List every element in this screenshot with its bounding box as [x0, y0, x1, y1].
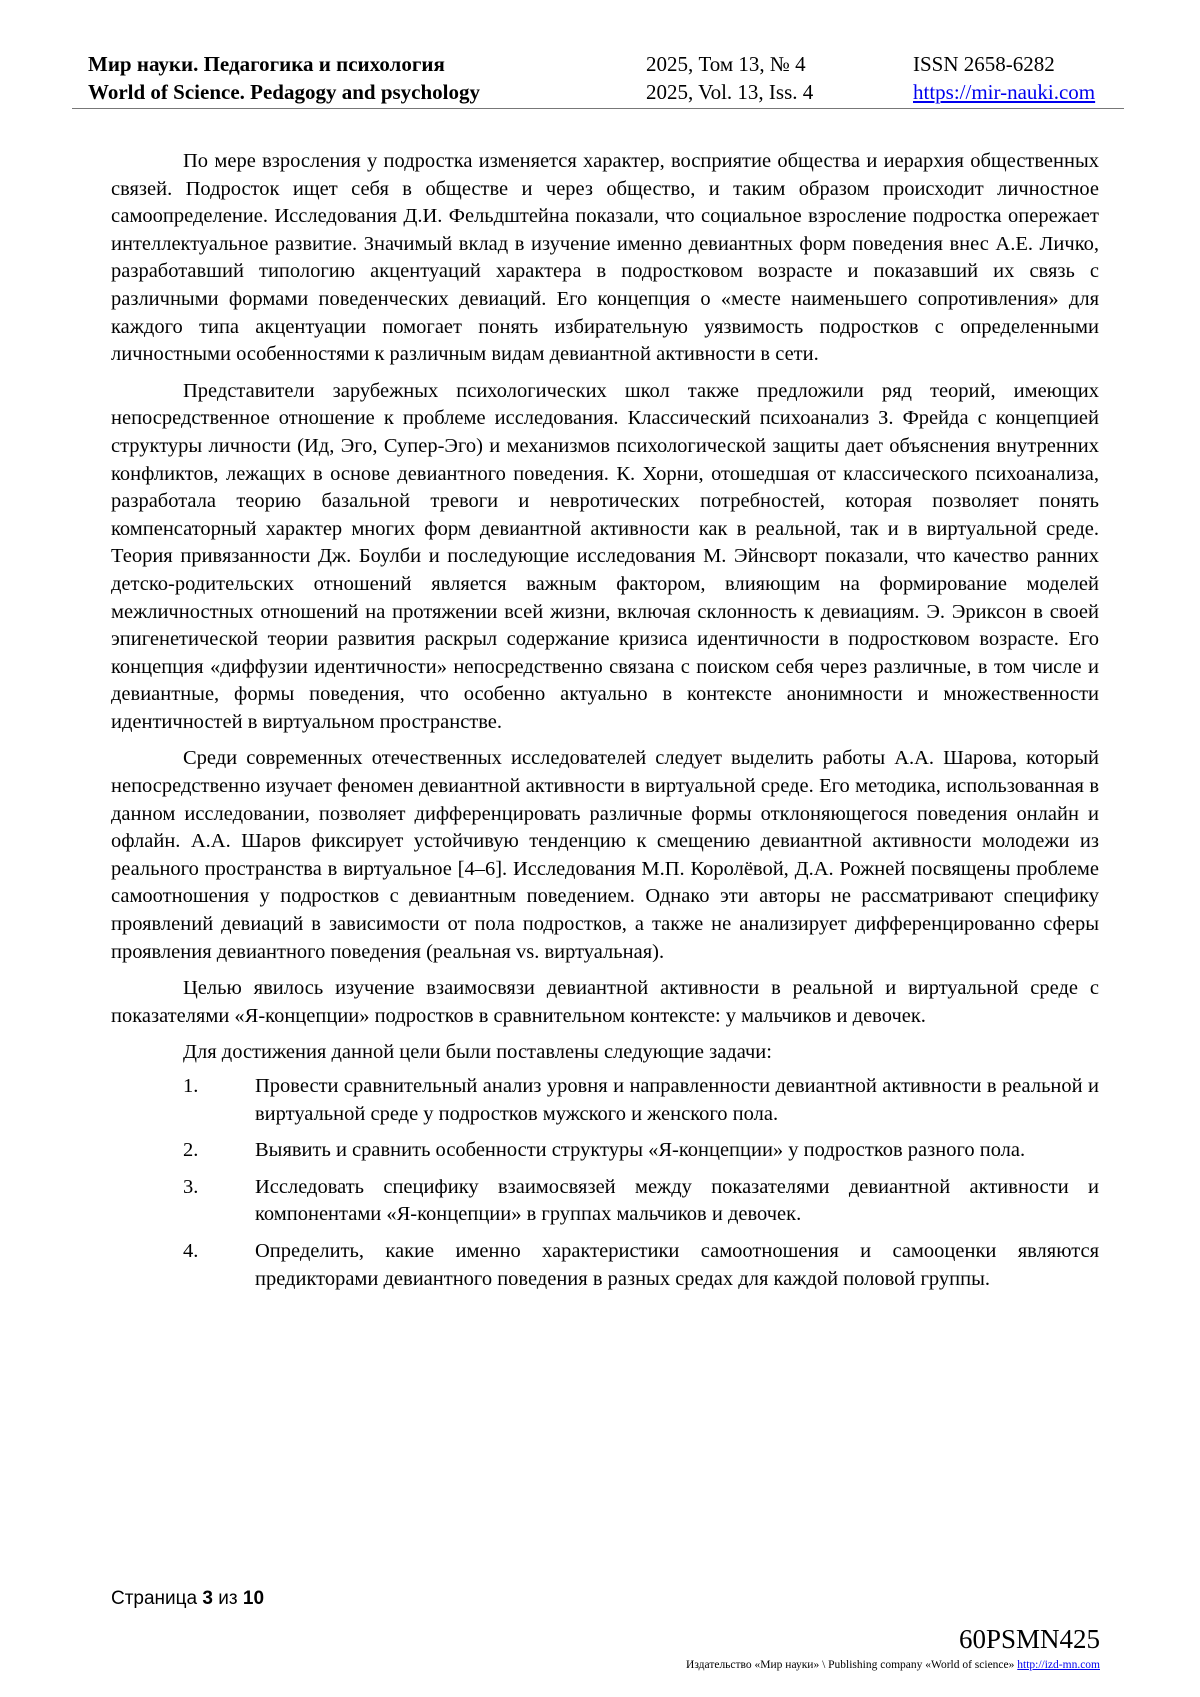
page-current: 3	[202, 1588, 213, 1609]
list-item-text: Провести сравнительный анализ уровня и направленности девиантной активности в реальной и виртуальной среде у подростков мужского и женского пола.	[255, 1075, 1099, 1125]
page-word: Страница	[111, 1588, 198, 1609]
list-item-text: Определить, какие именно характеристики самоотношения и самооценки являются предикторами девиантного поведения в разных средах для каждой половой группы.	[255, 1239, 1099, 1290]
paragraph: Среди современных отечественных исследователей следует выделить работы А.А. Шарова, который непосредственно изучает феномен девиантной активности в виртуальной среде. Его методика, использованная в данном исследовании, позволяет дифференцировать различные формы отклоняющегося поведения онлайн и офлайн. А.А. Шаров фиксирует устойчивую тенденцию к смещению девиантной активности молодежи из реального пространства в виртуальное [4–6]. Исследования М.П. Королёвой, Д.А. Рожней посвящены проблеме самоотношения у подростков с девиантным поведением. Однако эти авторы не рассматривают специфику проявлений девиаций в зависимости от пола подростков, а также не анализирует дифференцированно сферы проявления девиантного поведения (реальная vs. виртуальная).	[111, 747, 1099, 963]
publisher-text: Издательство «Мир науки» \ Publishing company «World of science»	[686, 1659, 1015, 1671]
issue-info	[646, 50, 813, 106]
issue-ru: 2025, Том 13, № 4	[646, 52, 806, 76]
list-item-text: Выявить и сравнить особенности структуры «Я-концепции» у подростков разного пола.	[255, 1139, 1026, 1162]
list-item-number: 3.	[183, 1175, 199, 1198]
tasks-intro: Для достижения данной цели были поставлены следующие задачи:	[183, 1041, 772, 1064]
issn-block	[913, 50, 1095, 106]
publisher-line	[686, 1659, 1100, 1671]
list-item	[111, 1238, 1099, 1293]
page-of: из	[218, 1588, 238, 1609]
page-number	[111, 1588, 264, 1610]
article-code: 60PSMN425	[958, 1624, 1100, 1654]
list-item-text: Исследовать специфику взаимосвязей между показателями девиантной активности и компонентами «Я-концепции» в группах мальчиков и девочек.	[255, 1175, 1099, 1226]
page-header	[72, 50, 1124, 109]
tasks-list	[111, 1073, 1099, 1293]
paragraph: Представители зарубежных психологических школ также предложили ряд теорий, имеющих непосредственное отношение к проблеме исследования. Классический психоанализ З. Фрейда с концепцией структуры личности (Ид, Эго, Супер-Эго) и механизмов психологической защиты дает объяснения внутренних конфликтов, лежащих в основе девиантного поведения. К. Хорни, отошедшая от классического психоанализа, разработала теорию базальной тревоги и невротических потребностей, которая позволяет понять компенсаторный характер многих форм девиантной активности как в реальной, так и в виртуальной среде. Теория привязанности Дж. Боулби и последующие исследования М. Эйнсворт показали, что качество ранних детско-родительских отношений является важным фактором, влияющим на формирование моделей межличностных отношений на протяжении всей жизни, включая склонность к девиациям. Э. Эриксон в своей эпигенетической теории развития раскрыл содержание кризиса идентичности в подростковом возрасте. Его концепция «диффузии идентичности» непосредственно связана с поиском себя через различные, в том числе и девиантные, формы поведения, что особенно актуально в контексте анонимности и множественности идентичностей в виртуальном пространстве.	[111, 379, 1099, 733]
journal-title-ru: Мир науки. Педагогика и психология	[88, 52, 445, 76]
paragraph: По мере взросления у подростка изменяется характер, восприятие общества и иерархия общественных связей. Подросток ищет себя в обществе и через общество, и таким образом происходит личностное самоопределение. Исследования Д.И. Фельдштейна показали, что социальное взросление подростка опережает интеллектуальное развитие. Значимый вклад в изучение именно девиантных форм поведения внес А.Е. Личко, разработавший типологию акцентуаций характера в подростковом возрасте и показавший их связь с различными формами поведенческих девиаций. Его концепция о «месте наименьшего сопротивления» для каждого типа акцентуации помогает понять избирательную уязвимость подростков с определенными личностными особенностями к различным видам девиантной активности в сети.	[111, 150, 1099, 366]
page-total: 10	[242, 1588, 265, 1609]
list-item	[111, 1174, 1099, 1229]
list-item-number: 2.	[183, 1139, 199, 1162]
paragraph: Целью явилось изучение взаимосвязи девиантной активности в реальной и виртуальной среде с показателями «Я-концепции» подростков в сравнительном контексте: у мальчиков и девочек.	[111, 977, 1099, 1027]
list-item-number: 1.	[183, 1075, 199, 1097]
issn: ISSN 2658-6282	[913, 52, 1055, 76]
issue-en: 2025, Vol. 13, Iss. 4	[646, 80, 814, 104]
journal-title-en: World of Science. Pedagogy and psychology	[88, 80, 481, 104]
article-body	[111, 148, 1099, 1302]
journal-title	[88, 50, 480, 106]
publisher-link[interactable]: http://izd-mn.com	[1017, 1659, 1100, 1671]
journal-url-link[interactable]: https://mir-nauki.com	[913, 80, 1096, 104]
list-item	[111, 1073, 1099, 1128]
list-item-number: 4.	[183, 1239, 199, 1262]
list-item	[111, 1137, 1099, 1165]
